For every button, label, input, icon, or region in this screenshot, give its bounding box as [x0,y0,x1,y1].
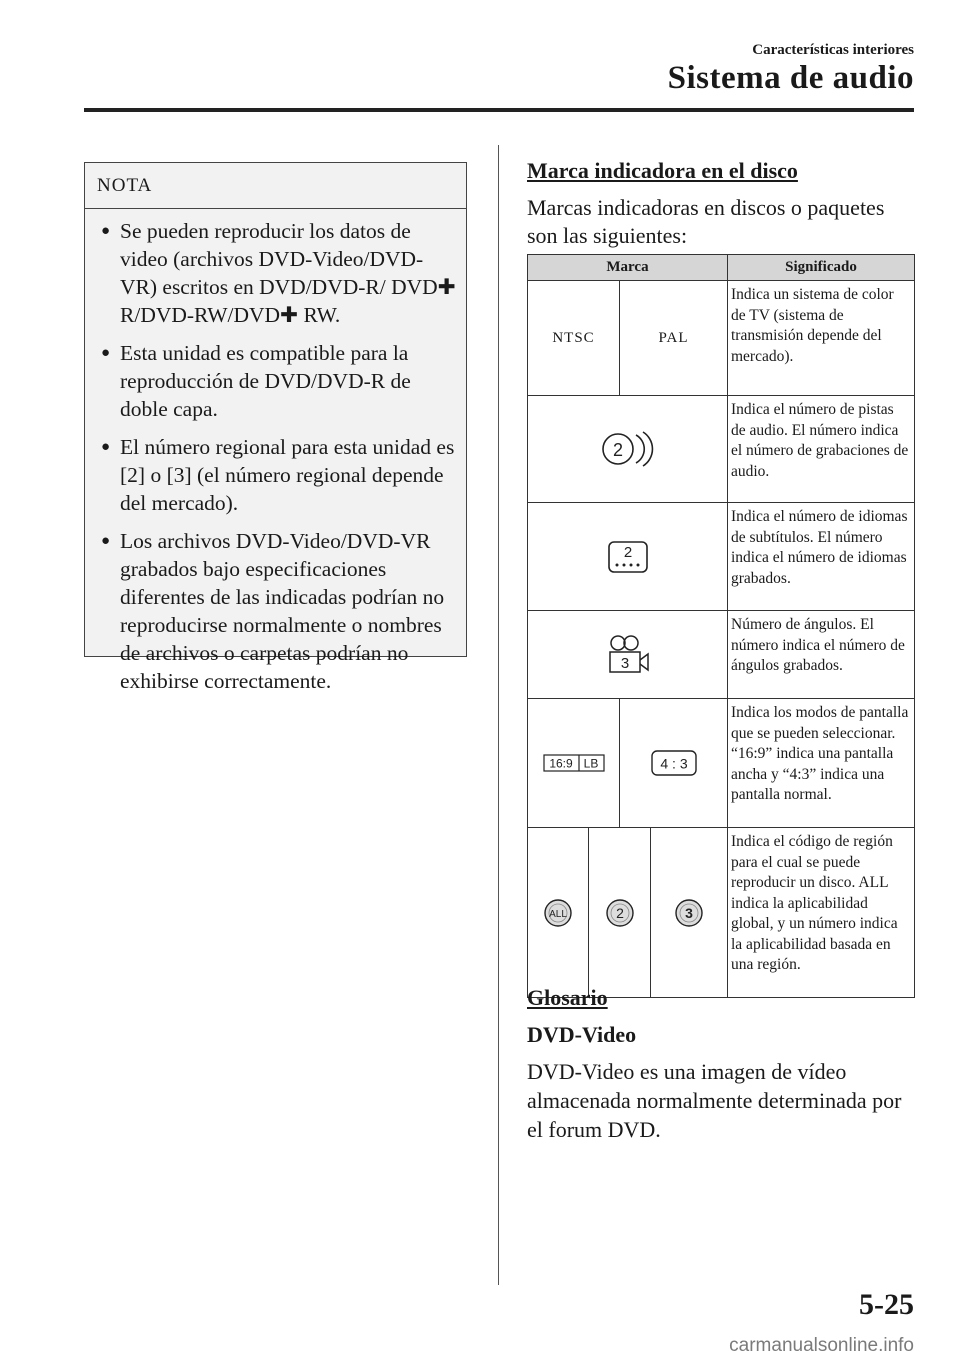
mark-cell [528,396,728,503]
page-title: Sistema de audio [667,60,914,96]
bullet-icon: ● [101,223,111,239]
mark-cell [528,611,728,699]
meaning-cell: Indica los modos de pantalla que se pueden seleccionar. “16:9” indica una pantalla ancha y “4:3” indica una pantalla normal. [728,699,915,828]
bullet-icon: ● [101,533,111,549]
mark-cell [528,699,620,828]
ntsc-mark: NTSC [528,281,620,396]
marks-section-title: Marca indicadora en el disco [527,158,798,183]
mark-cell [528,828,589,998]
bullet-icon: ● [101,345,111,361]
region-3-icon [674,898,704,928]
svg-text:4 : 3: 4 : 3 [659,755,688,772]
table-row [528,611,915,699]
mark-cell [528,503,728,611]
table-row [528,699,915,828]
audio-tracks-icon [600,429,656,469]
meaning-cell: Indica un sistema de color de TV (sistema de transmisión depende del mercado). [728,281,915,396]
nota-item: ● Los archivos DVD-Video/DVD-VR grabados bajo especificaciones diferentes de las indicadas podrían no reproducirse normalmente o nombres de archivos o carpetas podrían no exhibirse correctamente. [101,529,445,693]
svg-text:ALL: ALL [549,908,567,920]
table-row [528,396,915,503]
table-row [528,828,915,998]
meaning-cell: Indica el número de idiomas de subtítulos. El número indica el número de idiomas grabados. [728,503,915,611]
mark-cell [651,828,728,998]
subtitle-icon [608,541,648,573]
nota-item: ● Se pueden reproducir los datos de video (archivos DVD-Video/DVD-VR) escritos en DVD/DVD-R/ DVD✚ R/DVD-RW/DVD✚ RW. [101,219,456,327]
glossary-term: DVD-Video [527,1022,637,1047]
header-rule [84,108,914,112]
widescreen-lb-icon [543,754,605,772]
meaning-cell: Indica el número de pistas de audio. El número indica el número de grabaciones de audio. [728,396,915,503]
table-row [528,281,915,396]
header-section: Características interiores [752,42,914,58]
column-header-meaning: Significado [728,255,915,281]
mark-cell [589,828,651,998]
page-number: 5-25 [859,1288,914,1321]
meaning-cell: Número de ángulos. El número indica el número de ángulos grabados. [728,611,915,699]
nota-list [85,209,466,695]
svg-text:16:9: 16:9 [548,756,573,771]
glossary-title: Glosario [527,985,608,1010]
standard-screen-icon [651,750,697,776]
glossary-definition: DVD-Video es una imagen de vídeo almacenada normalmente determinada por el forum DVD. [527,1059,902,1142]
pal-mark: PAL [620,281,728,396]
region-2-icon [605,898,635,928]
camera-angle-icon [604,634,652,676]
nota-item: ● El número regional para esta unidad es [2] o [3] (el número regional depende del mercado). [101,435,455,515]
nota-heading: NOTA [85,163,466,209]
svg-text:LB: LB [583,756,598,771]
table-header-row [528,255,915,281]
mark-cell [620,699,728,828]
bullet-icon: ● [101,439,111,455]
svg-text:2: 2 [615,904,624,921]
nota-item: ● Esta unidad es compatible para la reproducción de DVD/DVD-R de doble capa. [101,341,411,421]
table-row [528,503,915,611]
svg-text:2: 2 [623,543,632,561]
meaning-cell: Indica el código de región para el cual se puede reproducir un disco. ALL indica la aplicabilidad global, y un número indica la aplicabilidad basada en una región. [728,828,915,998]
nota-box [84,162,467,693]
marks-table [527,254,915,998]
region-all-icon [543,898,573,928]
marks-intro: Marcas indicadoras en discos o paquetes son las siguientes: [527,195,885,248]
svg-text:2: 2 [612,440,623,460]
watermark: carmanualsonline.info [729,1335,914,1356]
svg-text:3: 3 [685,904,693,921]
column-header-mark: Marca [528,255,728,281]
svg-text:3: 3 [620,654,629,672]
column-divider [498,145,499,1285]
